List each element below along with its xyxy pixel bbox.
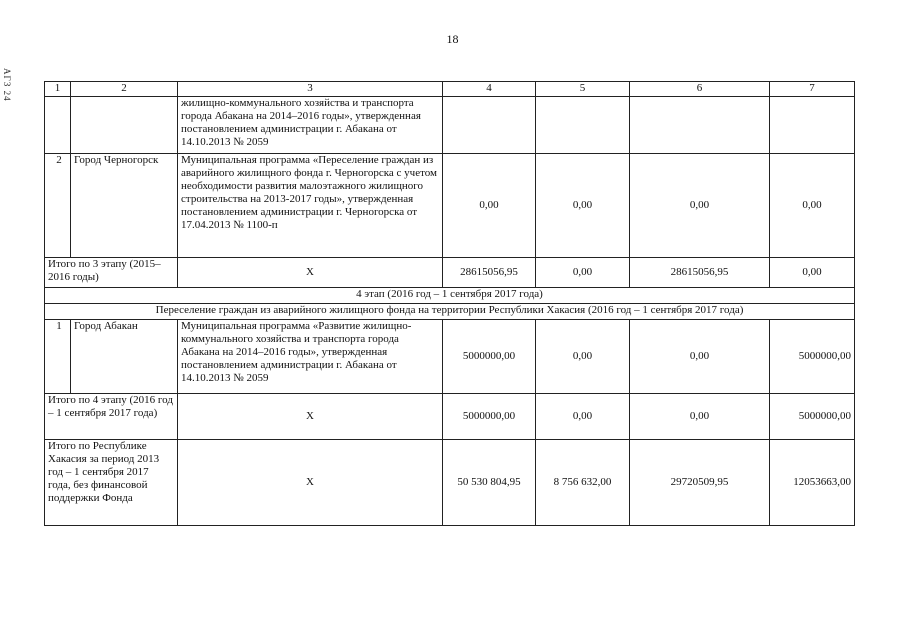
column-number: 3: [178, 82, 443, 97]
value-cell: 5000000,00: [770, 320, 855, 394]
page-number: 18: [446, 32, 459, 46]
municipality-cell: Город Черногорск: [71, 154, 178, 258]
column-number-row: [45, 82, 855, 97]
column-number: 7: [770, 82, 855, 97]
program-cell: Муниципальная программа «Развитие жилищно-коммунального хозяйства и транспорта города Абакана на 2014–2016 годы», утвержденная постановлением администрации г. Абакана от 14.10.2013 № 2059: [178, 320, 443, 394]
value-cell: 5000000,00: [443, 394, 536, 440]
row-number: 2: [45, 154, 71, 258]
column-number: 4: [443, 82, 536, 97]
value-cell: 0,00: [770, 154, 855, 258]
mark-cell: X: [178, 394, 443, 440]
stage-title: 4 этап (2016 год – 1 сентября 2017 года): [45, 288, 855, 304]
value-cell: 12053663,00: [770, 440, 855, 526]
value-cell: 0,00: [536, 320, 630, 394]
section-title-row: [45, 304, 855, 320]
column-number: 1: [45, 82, 71, 97]
value-cell: 28615056,95: [443, 258, 536, 288]
section-title: Переселение граждан из аварийного жилищного фонда на территории Республики Хакасия (2016 год – 1 сентября 2017 года): [45, 304, 855, 320]
total-row: [45, 440, 855, 526]
stage-title-row: [45, 288, 855, 304]
total-label: Итого по Республике Хакасия за период 2013 год – 1 сентября 2017 года, без финансовой поддержки Фонда: [45, 440, 178, 526]
row-number: 1: [45, 320, 71, 394]
column-number: 2: [71, 82, 178, 97]
value-cell: 5000000,00: [770, 394, 855, 440]
mark-cell: X: [178, 258, 443, 288]
total-label: Итого по 3 этапу (2015–2016 годы): [45, 258, 178, 288]
value-cell: 0,00: [630, 320, 770, 394]
mark-cell: X: [178, 440, 443, 526]
financing-table: [44, 81, 855, 526]
total-row: [45, 258, 855, 288]
column-number: 5: [536, 82, 630, 97]
table-row: [45, 154, 855, 258]
table-row: [45, 320, 855, 394]
side-mark: АГЗ 24: [2, 68, 12, 102]
value-cell: 0,00: [536, 394, 630, 440]
value-cell: 5000000,00: [443, 320, 536, 394]
value-cell: 50 530 804,95: [443, 440, 536, 526]
total-label: Итого по 4 этапу (2016 год – 1 сентября 2017 года): [45, 394, 178, 440]
value-cell: 0,00: [630, 394, 770, 440]
value-cell: 0,00: [630, 154, 770, 258]
total-row: [45, 394, 855, 440]
program-cell: Муниципальная программа «Переселение граждан из аварийного жилищного фонда г. Черногорска с учетом необходимости развития малоэтажного жилищного строительства на 2013-2017 годы», утвержденная постановлением администрации г. Черногорска от 17.04.2013 № 1100-п: [178, 154, 443, 258]
value-cell: 28615056,95: [630, 258, 770, 288]
value-cell: 0,00: [536, 258, 630, 288]
program-cell: жилищно-коммунального хозяйства и транспорта города Абакана на 2014–2016 годы», утвержденная постановлением администрации г. Абакана от 14.10.2013 № 2059: [178, 97, 443, 154]
municipality-cell: Город Абакан: [71, 320, 178, 394]
value-cell: 0,00: [770, 258, 855, 288]
value-cell: 0,00: [536, 154, 630, 258]
value-cell: 8 756 632,00: [536, 440, 630, 526]
value-cell: 0,00: [443, 154, 536, 258]
table-row: [45, 97, 855, 154]
column-number: 6: [630, 82, 770, 97]
value-cell: 29720509,95: [630, 440, 770, 526]
